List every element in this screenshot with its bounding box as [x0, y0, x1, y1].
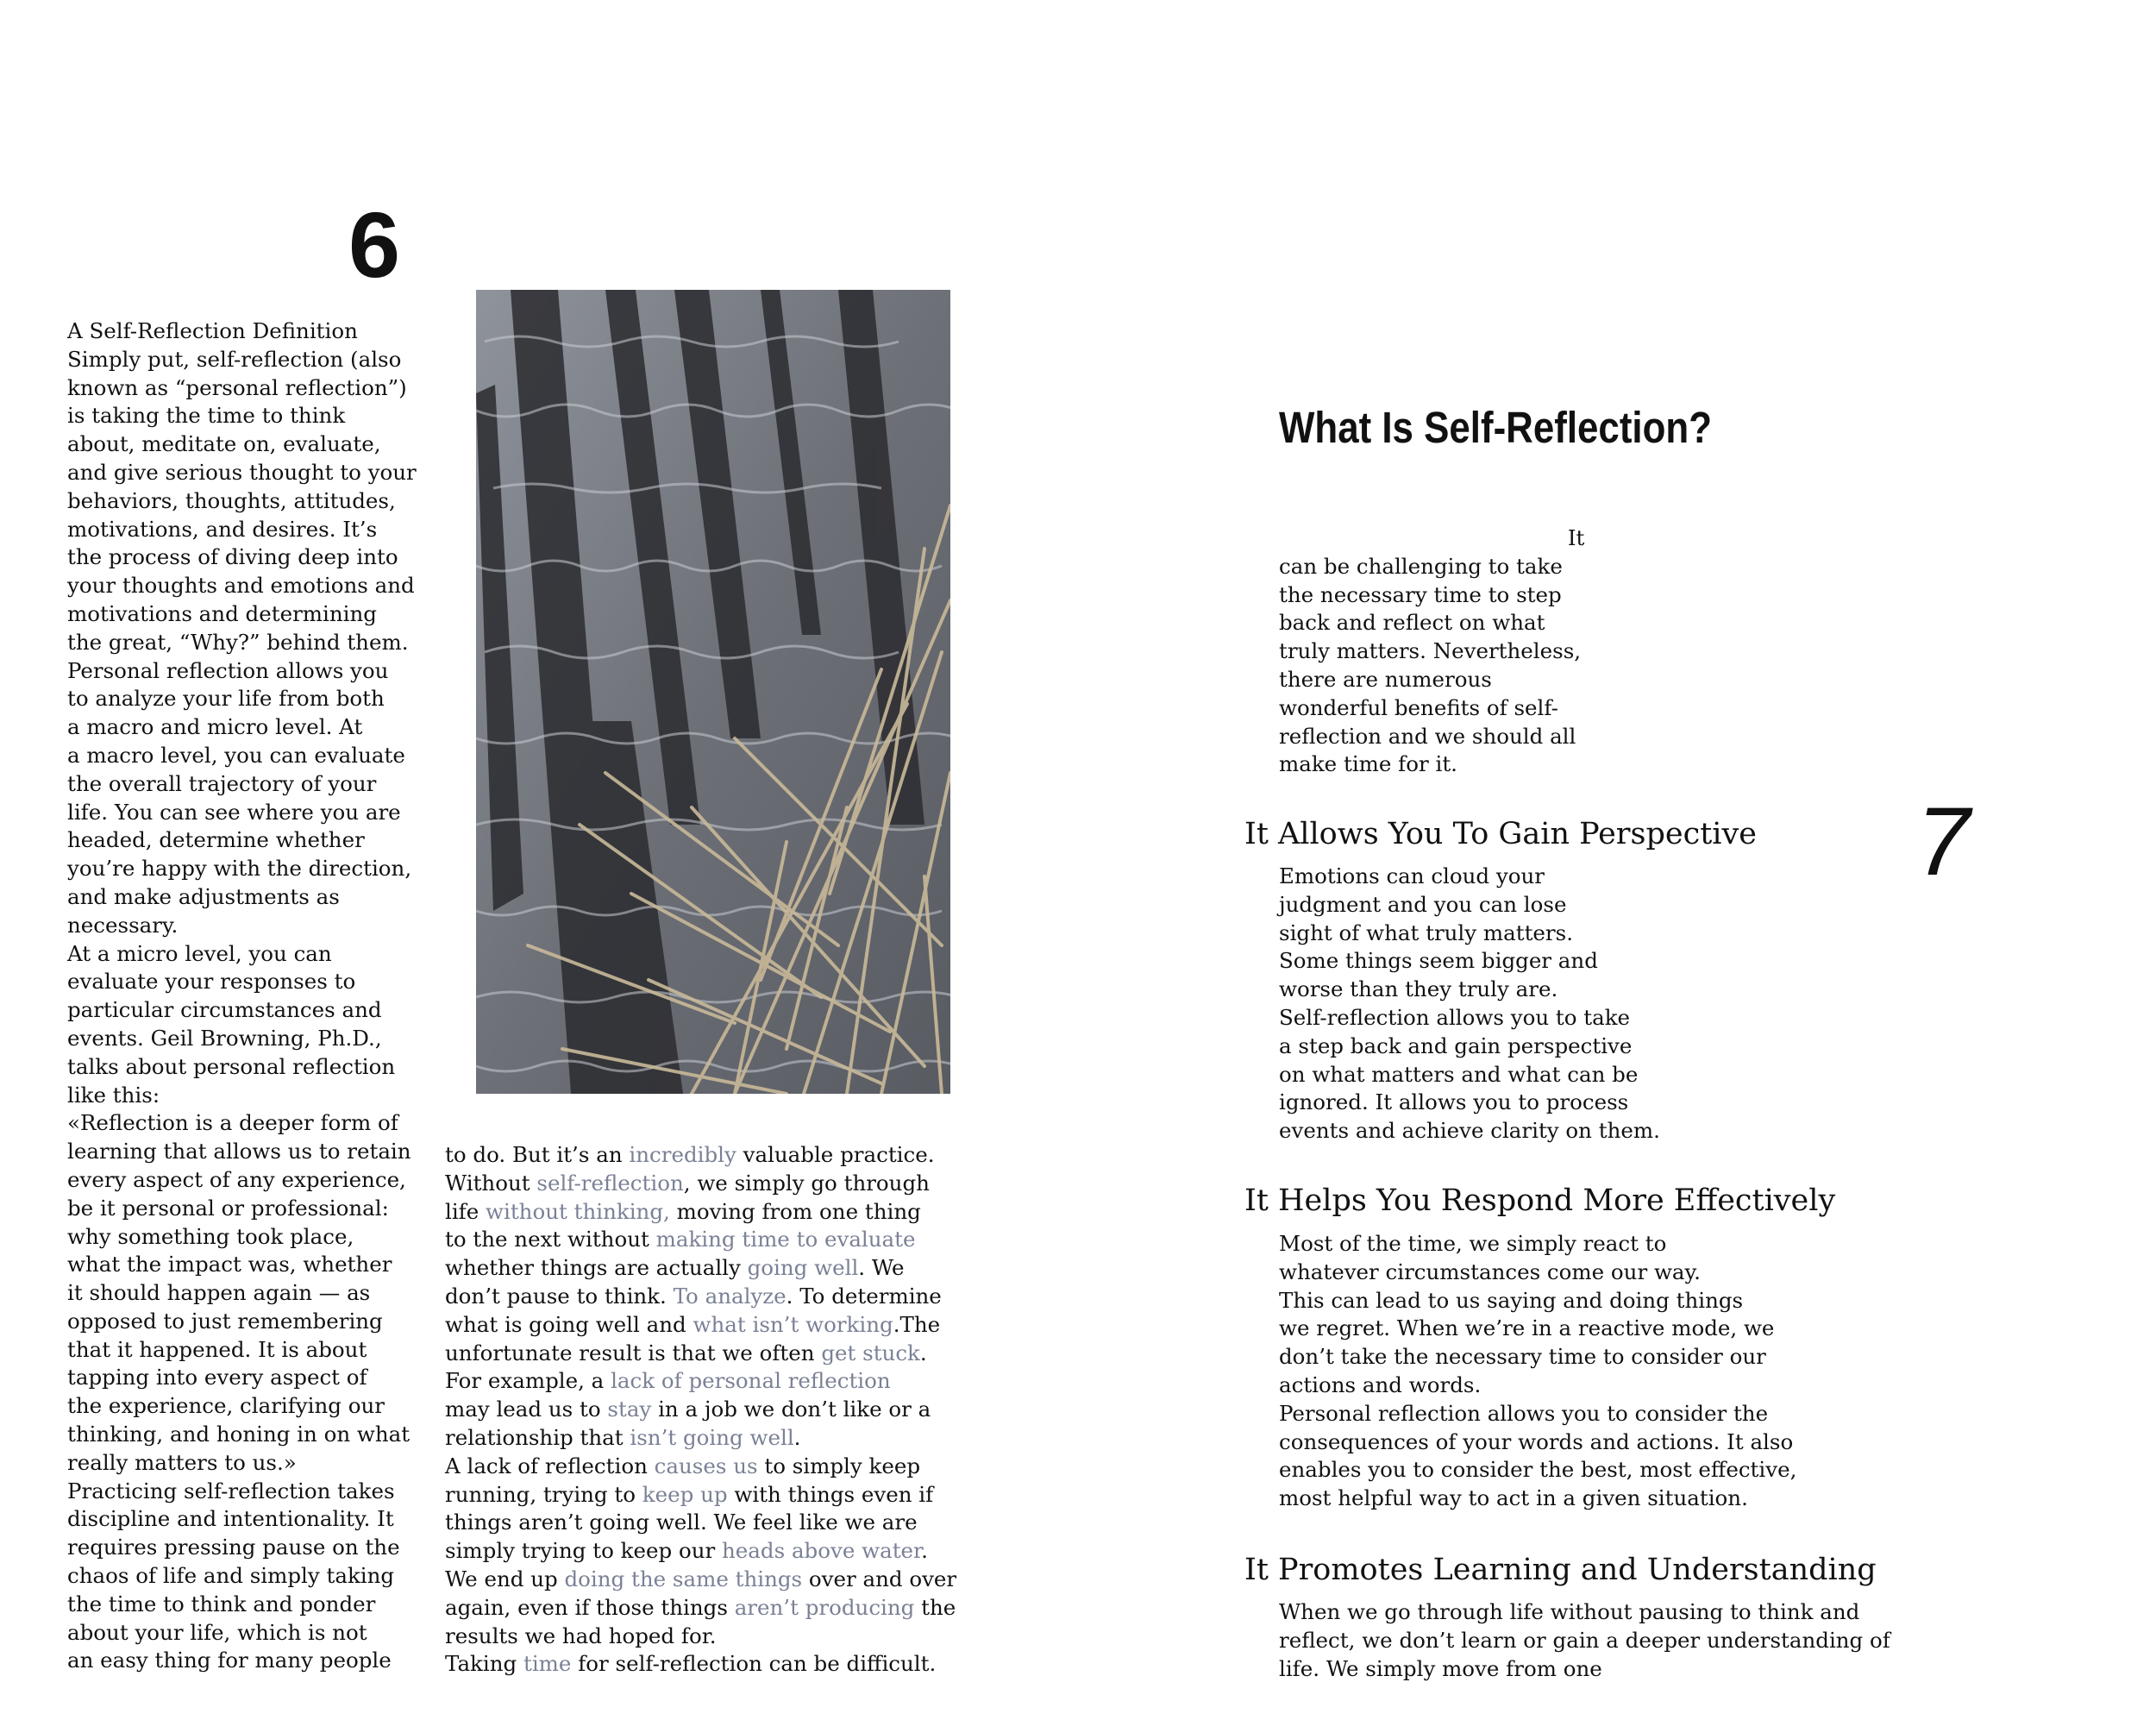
- text-segment: valuable practice.: [736, 1142, 935, 1167]
- text-line: thinking, and honing in on what: [67, 1422, 411, 1447]
- text-line: necessary.: [67, 912, 179, 938]
- text-line: actions and words.: [1279, 1372, 1482, 1397]
- text-line: This can lead to us saying and doing things: [1279, 1287, 1744, 1313]
- text-segment: to the next without: [445, 1227, 656, 1252]
- text-line: A Self-Reflection Definition: [67, 318, 358, 343]
- text-line: Most of the time, we simply react to: [1279, 1231, 1667, 1256]
- text-line: whatever circumstances come our way.: [1279, 1259, 1701, 1284]
- text-line: reflection and we should all: [1279, 723, 1576, 749]
- text-line: life. We simply move from one: [1279, 1655, 1602, 1681]
- text-line: your thoughts and emotions and: [67, 573, 415, 599]
- text-segment: over and over: [802, 1566, 957, 1591]
- text-line: It: [1279, 525, 1585, 550]
- text-segment: .: [921, 1538, 928, 1564]
- highlighted-phrase: going well: [747, 1255, 859, 1281]
- highlighted-phrase: get stuck: [821, 1340, 920, 1365]
- text-segment: relationship that: [445, 1424, 630, 1450]
- highlighted-phrase: keep up: [642, 1481, 728, 1507]
- body-column-middle: [445, 1141, 956, 1679]
- highlighted-phrase: doing the same things: [564, 1566, 803, 1591]
- text-line: on what matters and what can be: [1279, 1061, 1639, 1087]
- text-segment: simply trying to keep our: [445, 1538, 723, 1564]
- text-line: [445, 1198, 956, 1227]
- text-line: don’t take the necessary time to consider our: [1279, 1344, 1766, 1370]
- text-line: [445, 1340, 956, 1368]
- text-segment: Without: [445, 1170, 537, 1196]
- text-segment: in a job we don’t like or a: [651, 1397, 931, 1422]
- text-line: about, meditate on, evaluate,: [67, 431, 381, 457]
- text-line: [445, 1254, 956, 1283]
- text-line: make time for it.: [1279, 751, 1457, 777]
- text-line: reflect, we don’t learn or gain a deeper understanding of: [1279, 1627, 1890, 1653]
- section-body-perspective: [1279, 863, 1660, 1146]
- text-segment: Taking: [445, 1651, 523, 1677]
- text-line: a step back and gain perspective: [1279, 1033, 1633, 1058]
- text-segment: things aren’t going well. We feel like we are: [445, 1510, 918, 1535]
- text-line: and give serious thought to your: [67, 459, 417, 485]
- text-line: life. You can see where you are: [67, 799, 401, 825]
- text-line: known as “personal reflection”): [67, 374, 407, 400]
- highlighted-phrase: To analyze: [673, 1283, 787, 1309]
- text-line: [445, 1367, 956, 1396]
- text-segment: A lack of reflection: [445, 1453, 655, 1478]
- text-segment: life: [445, 1198, 486, 1224]
- text-segment: .The: [893, 1311, 941, 1337]
- text-line: consequences of your words and actions. It also: [1279, 1428, 1794, 1454]
- text-line: «Reflection is a deeper form of: [67, 1110, 398, 1136]
- highlighted-phrase: what isn’t working: [693, 1311, 893, 1337]
- text-segment: to simply keep: [757, 1453, 921, 1478]
- highlighted-phrase: isn’t going well: [630, 1424, 794, 1450]
- text-segment: again, even if those things: [445, 1594, 735, 1620]
- text-line: an easy thing for many people: [67, 1648, 392, 1673]
- text-line: [445, 1509, 956, 1537]
- section-heading-respond: It Helps You Respond More Effectively: [1244, 1183, 1836, 1218]
- text-line: motivations, and desires. It’s: [67, 516, 378, 542]
- text-line: [445, 1594, 956, 1623]
- highlighted-phrase: causes us: [654, 1453, 758, 1478]
- text-line: [445, 1311, 956, 1340]
- text-segment: .: [919, 1340, 927, 1365]
- text-line: discipline and intentionality. It: [67, 1506, 394, 1532]
- text-segment: to do. But it’s an: [445, 1142, 630, 1167]
- text-segment: running, trying to: [445, 1481, 642, 1507]
- text-line: behaviors, thoughts, attitudes,: [67, 487, 396, 513]
- text-line: a macro level, you can evaluate: [67, 742, 405, 768]
- text-line: [445, 1226, 956, 1254]
- section-heading-learning: It Promotes Learning and Understanding: [1244, 1553, 1877, 1587]
- text-line: [445, 1141, 956, 1170]
- text-line: ignored. It allows you to process: [1279, 1089, 1629, 1115]
- text-line: wonderful benefits of self-: [1279, 694, 1558, 720]
- text-line: about your life, which is not: [67, 1619, 367, 1645]
- highlighted-phrase: incredibly: [629, 1142, 736, 1167]
- text-line: that it happened. It is about: [67, 1336, 367, 1362]
- text-line: worse than they truly are.: [1279, 976, 1558, 1002]
- text-line: Emotions can cloud your: [1279, 863, 1545, 888]
- body-column-left: [67, 317, 417, 1675]
- text-line: opposed to just remembering: [67, 1308, 383, 1334]
- text-line: [445, 1623, 956, 1651]
- text-segment: , we simply go through: [683, 1170, 930, 1196]
- highlighted-phrase: aren’t producing: [734, 1594, 915, 1620]
- text-line: Personal reflection allows you to consider the: [1279, 1400, 1769, 1426]
- text-line: judgment and you can lose: [1279, 891, 1567, 917]
- section-body-learning: [1279, 1598, 1890, 1683]
- text-line: really matters to us.»: [67, 1449, 297, 1475]
- text-line: it should happen again — as: [67, 1280, 371, 1306]
- text-line: is taking the time to think: [67, 403, 346, 429]
- text-line: headed, determine whether: [67, 827, 365, 853]
- text-line: the experience, clarifying our: [67, 1393, 385, 1419]
- text-line: a macro and micro level. At: [67, 714, 363, 740]
- page-number-left: 6: [348, 192, 401, 297]
- text-line: Personal reflection allows you: [67, 657, 389, 683]
- text-line: At a micro level, you can: [67, 940, 332, 966]
- text-line: learning that allows us to retain: [67, 1139, 411, 1164]
- text-line: When we go through life without pausing to think and: [1279, 1599, 1860, 1624]
- highlighted-phrase: making time to evaluate: [655, 1227, 916, 1252]
- text-line: sight of what truly matters.: [1279, 920, 1574, 945]
- text-line: particular circumstances and: [67, 997, 382, 1023]
- text-segment: what is going well and: [445, 1311, 693, 1337]
- text-segment: the: [914, 1594, 956, 1620]
- text-line: the necessary time to step: [1279, 581, 1562, 607]
- text-line: tapping into every aspect of: [67, 1365, 367, 1390]
- text-line: we regret. When we’re in a reactive mode, we: [1279, 1315, 1775, 1341]
- text-line: can be challenging to take: [1279, 553, 1563, 579]
- text-line: like this:: [67, 1082, 160, 1108]
- text-line: Self-reflection allows you to take: [1279, 1004, 1631, 1030]
- text-segment: unfortunate result is that we often: [445, 1340, 822, 1365]
- text-segment: may lead us to: [445, 1397, 608, 1422]
- text-segment: We end up: [445, 1566, 565, 1591]
- text-line: there are numerous: [1279, 666, 1492, 692]
- text-segment: . To determine: [786, 1283, 942, 1309]
- intro-paragraph: [1279, 524, 1584, 779]
- text-line: talks about personal reflection: [67, 1053, 396, 1079]
- text-line: [445, 1566, 956, 1594]
- text-segment: .: [793, 1424, 801, 1450]
- text-line: what the impact was, whether: [67, 1252, 392, 1277]
- text-line: events and achieve clarity on them.: [1279, 1118, 1660, 1144]
- text-line: be it personal or professional:: [67, 1195, 389, 1221]
- text-line: you’re happy with the direction,: [67, 856, 412, 882]
- text-line: Practicing self-reflection takes: [67, 1478, 395, 1503]
- text-line: to analyze your life from both: [67, 686, 385, 712]
- text-line: motivations and determining: [67, 600, 377, 626]
- section-heading-perspective: It Allows You To Gain Perspective: [1244, 817, 1757, 851]
- text-line: back and reflect on what: [1279, 610, 1545, 636]
- text-segment: moving from one thing: [669, 1198, 921, 1224]
- highlighted-phrase: lack of personal reflection: [611, 1368, 891, 1394]
- text-line: truly matters. Nevertheless,: [1279, 638, 1582, 664]
- text-line: [445, 1650, 956, 1679]
- text-line: [445, 1537, 956, 1566]
- text-line: the great, “Why?” behind them.: [67, 629, 409, 655]
- text-line: Simply put, self-reflection (also: [67, 346, 402, 372]
- text-line: chaos of life and simply taking: [67, 1563, 395, 1589]
- text-segment: . We: [858, 1255, 905, 1281]
- text-line: events. Geil Browning, Ph.D.,: [67, 1025, 382, 1051]
- highlighted-phrase: without thinking,: [486, 1198, 670, 1224]
- text-line: [445, 1481, 956, 1510]
- text-segment: don’t pause to think.: [445, 1283, 674, 1309]
- text-line: most helpful way to act in a given situation.: [1279, 1485, 1748, 1511]
- highlighted-phrase: time: [523, 1651, 572, 1677]
- text-line: enables you to consider the best, most effective,: [1279, 1457, 1797, 1483]
- text-line: [445, 1424, 956, 1453]
- page-number-right: 7: [1916, 788, 1971, 895]
- text-line: every aspect of any experience,: [67, 1166, 406, 1192]
- photo-water-reflection-reeds: [476, 290, 950, 1094]
- text-segment: with things even if: [727, 1481, 934, 1507]
- highlighted-phrase: stay: [607, 1397, 652, 1422]
- text-line: [445, 1170, 956, 1198]
- text-segment: results we had hoped for.: [445, 1623, 717, 1648]
- text-line: the time to think and ponder: [67, 1591, 376, 1616]
- text-line: [445, 1453, 956, 1481]
- page-title: What Is Self-Reflection?: [1279, 403, 1712, 452]
- highlighted-phrase: heads above water: [722, 1538, 922, 1564]
- text-line: [445, 1283, 956, 1311]
- text-line: requires pressing pause on the: [67, 1535, 400, 1560]
- text-line: Some things seem bigger and: [1279, 948, 1598, 974]
- text-line: the process of diving deep into: [67, 544, 398, 570]
- text-line: [445, 1396, 956, 1424]
- text-segment: whether things are actually: [445, 1255, 748, 1281]
- text-line: the overall trajectory of your: [67, 770, 377, 796]
- text-line: why something took place,: [67, 1223, 354, 1249]
- highlighted-phrase: self-reflection: [536, 1170, 684, 1196]
- text-segment: for self-reflection can be difficult.: [571, 1651, 937, 1677]
- section-body-respond: [1279, 1230, 1796, 1513]
- text-line: and make adjustments as: [67, 883, 340, 909]
- text-segment: For example, a: [445, 1368, 611, 1394]
- text-line: evaluate your responses to: [67, 969, 356, 995]
